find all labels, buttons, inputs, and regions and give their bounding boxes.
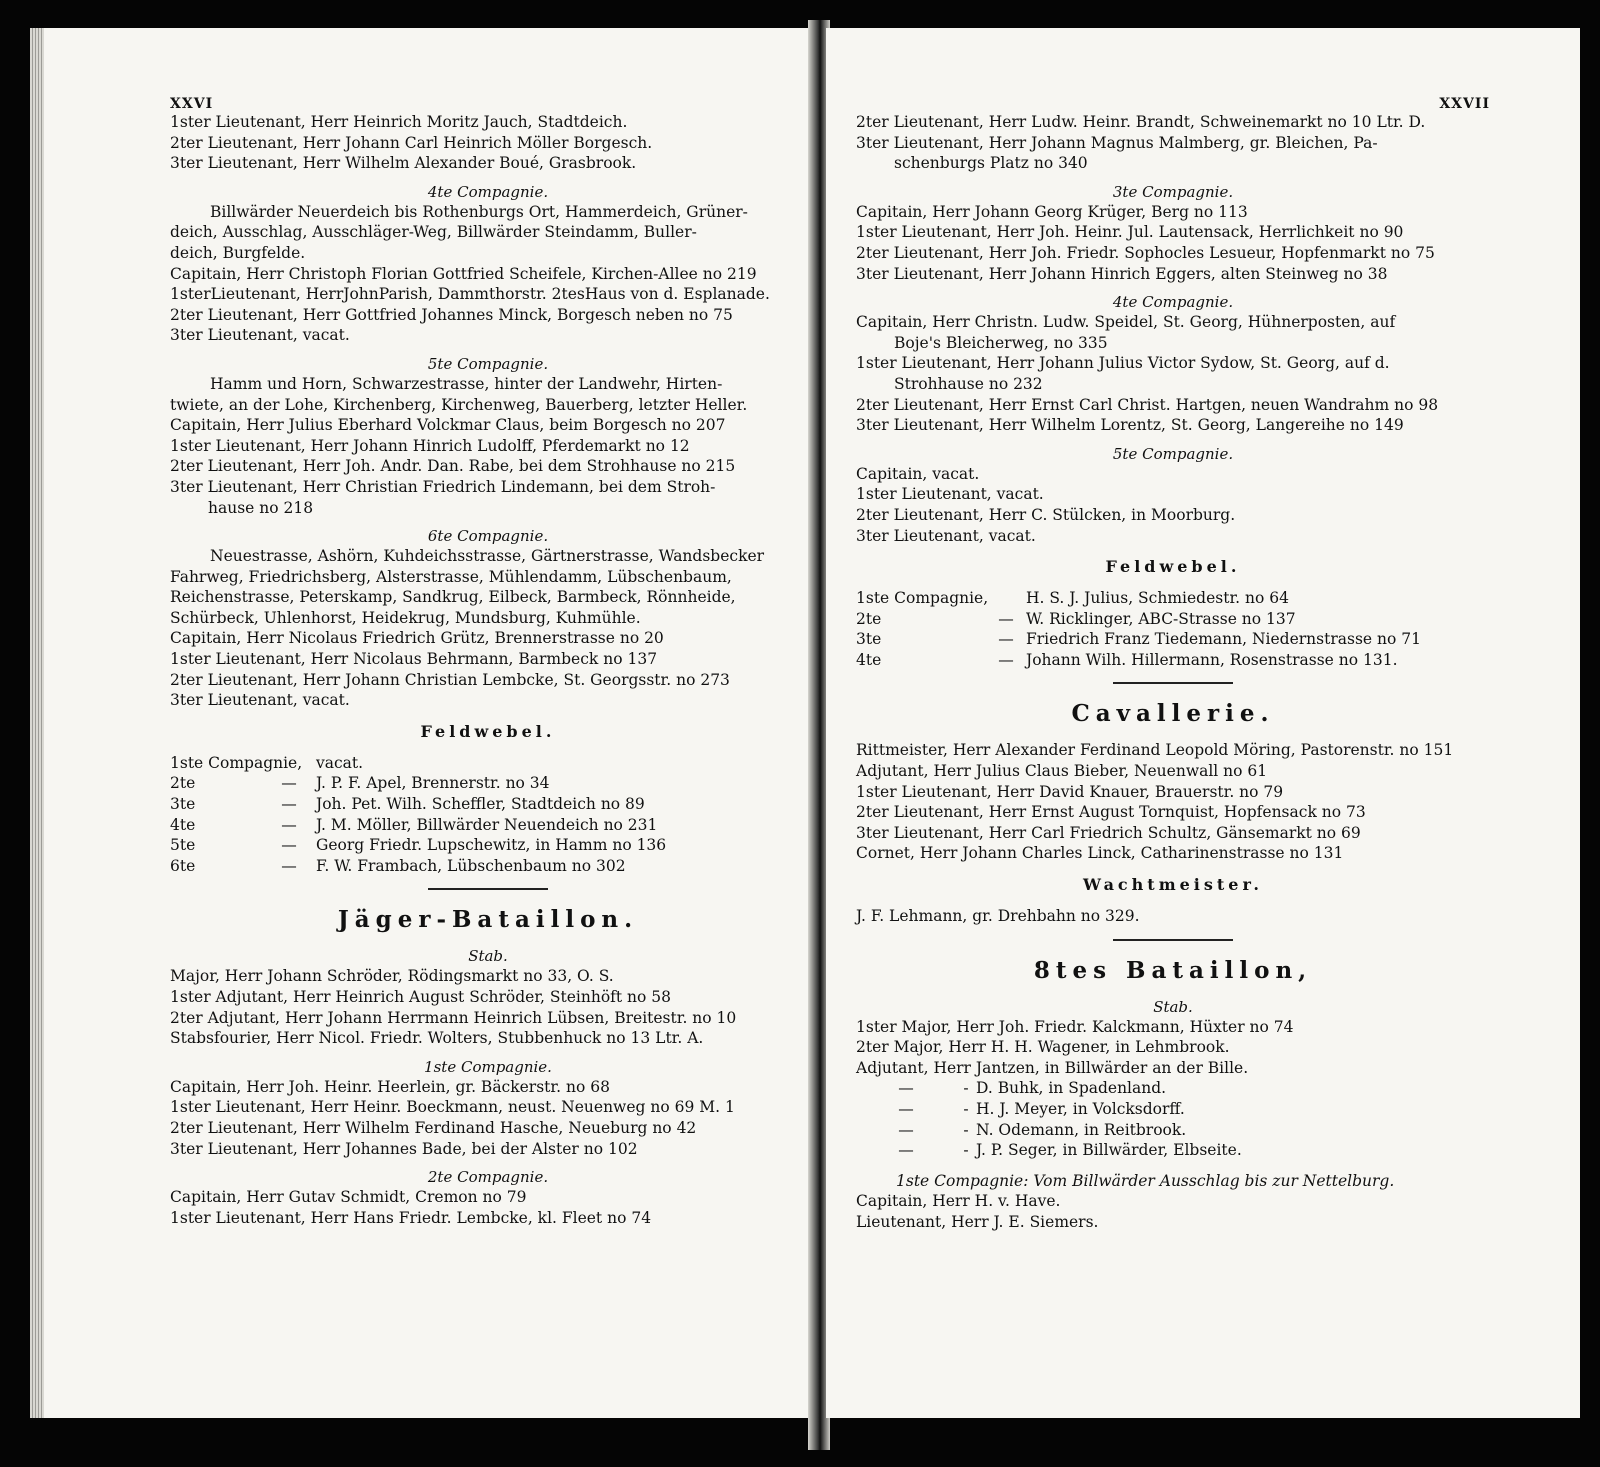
entry-line-cont: schenburgs Platz no 340 bbox=[894, 154, 1088, 173]
entry-line: 1ster Lieutenant, vacat. bbox=[856, 485, 1044, 504]
section-heading: Wachtmeister. bbox=[1082, 875, 1263, 895]
entry-line-cont: hause no 218 bbox=[208, 498, 314, 517]
entry-line: 3ter Lieutenant, Herr Christian Friedrich Lindemann, bei dem Stroh- bbox=[170, 477, 716, 496]
feldwebel-row: 2te — W. Ricklinger, ABC-Strasse no 137 bbox=[856, 609, 1296, 628]
entry-line: Capitain, Herr Christoph Florian Gottfried Scheifele, Kirchen-Allee no 219 bbox=[170, 264, 757, 283]
entry-line: 1ster Lieutenant, Herr Heinr. Boeckmann, neust. Neuenweg no 69 M. 1 bbox=[170, 1098, 735, 1117]
folio-left: XXVI bbox=[170, 96, 214, 112]
entry-line: Lieutenant, Herr J. E. Siemers. bbox=[856, 1212, 1099, 1231]
company-heading: 6te Compagnie. bbox=[427, 527, 549, 546]
feldwebel-row: 4te — J. M. Möller, Billwärder Neuendeich no 231 bbox=[170, 815, 658, 834]
entry-line: 3ter Lieutenant, Herr Wilhelm Lorentz, St. Georg, Langereihe no 149 bbox=[856, 416, 1404, 435]
adjutant-row: — - N. Odemann, in Reitbrook. bbox=[898, 1120, 1187, 1139]
feldwebel-row: 3te — Friedrich Franz Tiedemann, Niedernstrasse no 71 bbox=[856, 630, 1421, 649]
entry-line: 2ter Lieutenant, Herr Joh. Friedr. Sophocles Lesueur, Hopfenmarkt no 75 bbox=[856, 243, 1435, 262]
entry-line-cont: Strohhause no 232 bbox=[894, 374, 1043, 393]
area-line: Fahrweg, Friedrichsberg, Alsterstrasse, Mühlendamm, Lübschenbaum, bbox=[170, 567, 732, 586]
entry-line: 1ster Lieutenant, Herr David Knauer, Brauerstr. no 79 bbox=[856, 782, 1284, 801]
company-heading: 5te Compagnie. bbox=[1112, 444, 1234, 463]
entry-line: 1ster Lieutenant, Herr Heinrich Moritz Jauch, Stadtdeich. bbox=[170, 113, 628, 131]
right-page bbox=[826, 28, 1580, 1418]
entry-line: 2ter Major, Herr H. H. Wagener, in Lehmbrook. bbox=[856, 1038, 1230, 1057]
entry-line: Capitain, Herr Gutav Schmidt, Cremon no 79 bbox=[170, 1188, 527, 1207]
entry-line: Capitain, Herr H. v. Have. bbox=[856, 1192, 1061, 1211]
entry-line: 3ter Lieutenant, Herr Johannes Bade, bei der Alster no 102 bbox=[170, 1139, 638, 1158]
adjutant-row: — - D. Buhk, in Spadenland. bbox=[898, 1079, 1167, 1098]
area-line: Hamm und Horn, Schwarzestrasse, hinter der Landwehr, Hirten- bbox=[210, 374, 723, 393]
area-line: deich, Burgfelde. bbox=[170, 243, 306, 262]
entry-line: Adjutant, Herr Jantzen, in Billwärder an der Bille. bbox=[856, 1058, 1249, 1077]
feldwebel-row: 5te — Georg Friedr. Lupschewitz, in Hamm no 136 bbox=[170, 836, 667, 855]
entry-line: Adjutant, Herr Julius Claus Bieber, Neuenwall no 61 bbox=[856, 762, 1268, 781]
entry-line: 1ster Lieutenant, Herr Joh. Heinr. Jul. Lautensack, Herrlichkeit no 90 bbox=[856, 223, 1404, 242]
stab-heading: Stab. bbox=[1153, 997, 1193, 1016]
section-heading: Feldwebel. bbox=[1105, 557, 1241, 577]
entry-line: 2ter Lieutenant, Herr Gottfried Johannes Minck, Borgesch neben no 75 bbox=[170, 305, 733, 324]
entry-line: 2ter Lieutenant, Herr Ernst Carl Christ. Hartgen, neuen Wandrahm no 98 bbox=[856, 395, 1439, 414]
feldwebel-row: 4te — Johann Wilh. Hillermann, Rosenstrasse no 131. bbox=[856, 650, 1398, 669]
entry-line: 1ster Adjutant, Herr Heinrich August Schröder, Steinhöft no 58 bbox=[170, 988, 672, 1006]
entry-line: Stabsfourier, Herr Nicol. Friedr. Wolters, Stubbenhuck no 13 Ltr. A. bbox=[170, 1029, 704, 1048]
entry-line: 2ter Lieutenant, Herr Ludw. Heinr. Brandt, Schweinemarkt no 10 Ltr. D. bbox=[856, 113, 1426, 131]
company-heading: 5te Compagnie. bbox=[427, 354, 549, 373]
entry-line: Capitain, Herr Johann Georg Krüger, Berg no 113 bbox=[856, 202, 1248, 221]
entry-line: 3ter Lieutenant, Herr Johann Hinrich Eggers, alten Steinweg no 38 bbox=[856, 264, 1388, 283]
entry-line: Capitain, Herr Nicolaus Friedrich Grütz, Brennerstrasse no 20 bbox=[170, 629, 664, 648]
entry-line: 1ster Lieutenant, Herr Nicolaus Behrmann, Barmbeck no 137 bbox=[170, 650, 658, 669]
stab-heading: Stab. bbox=[468, 947, 508, 966]
entry-line: 2ter Lieutenant, Herr Ernst August Tornquist, Hopfensack no 73 bbox=[856, 803, 1366, 822]
entry-line: 1ster Lieutenant, Herr Johann Hinrich Ludolff, Pferdemarkt no 12 bbox=[170, 436, 690, 455]
entry-line: Capitain, vacat. bbox=[856, 464, 980, 483]
entry-line: 3ter Lieutenant, Herr Johann Magnus Malmberg, gr. Bleichen, Pa- bbox=[856, 133, 1378, 152]
company-heading: 4te Compagnie. bbox=[427, 182, 549, 201]
entry-line: 3ter Lieutenant, vacat. bbox=[170, 691, 350, 710]
adjutant-row: — - H. J. Meyer, in Volcksdorff. bbox=[898, 1100, 1185, 1118]
company-heading: 1ste Compagnie. bbox=[424, 1057, 552, 1076]
area-line: Schürbeck, Uhlenhorst, Heidekrug, Mundsburg, Kuhmühle. bbox=[170, 608, 641, 627]
entry-line: 2ter Lieutenant, Herr C. Stülcken, in Moorburg. bbox=[856, 505, 1236, 524]
entry-line: Cornet, Herr Johann Charles Linck, Catharinenstrasse no 131 bbox=[856, 844, 1344, 863]
entry-line: 1ster Major, Herr Joh. Friedr. Kalckmann, Hüxter no 74 bbox=[856, 1017, 1294, 1036]
entry-line: Capitain, Herr Christn. Ludw. Speidel, St. Georg, Hühnerposten, auf bbox=[856, 313, 1396, 332]
entry-line: Capitain, Herr Julius Eberhard Volckmar Claus, beim Borgesch no 207 bbox=[170, 416, 726, 435]
adjutant-row: — - J. P. Seger, in Billwärder, Elbseite. bbox=[898, 1141, 1242, 1160]
entry-line-cont: Boje's Bleicherweg, no 335 bbox=[894, 333, 1108, 352]
entry-line: 1sterLieutenant, HerrJohnParish, Dammthorstr. 2tesHaus von d. Esplanade. bbox=[170, 285, 770, 304]
entry-line: 3ter Lieutenant, Herr Wilhelm Alexander Boué, Grasbrook. bbox=[170, 154, 637, 173]
entry-line: 3ter Lieutenant, vacat. bbox=[856, 526, 1036, 545]
feldwebel-row: 1ste Compagnie, vacat. bbox=[170, 753, 364, 772]
entry-line: Major, Herr Johann Schröder, Rödingsmarkt no 33, O. S. bbox=[170, 967, 614, 986]
section-divider bbox=[1113, 939, 1233, 941]
area-line: twiete, an der Lohe, Kirchenberg, Kirchenweg, Bauerberg, letzter Heller. bbox=[170, 395, 748, 414]
company-area-line: 1ste Compagnie: Vom Billwärder Ausschlag bis zur Nettelburg. bbox=[896, 1171, 1395, 1190]
folio-right: XXVII bbox=[1439, 96, 1490, 112]
entry-line: Rittmeister, Herr Alexander Ferdinand Leopold Möring, Pastorenstr. no 151 bbox=[856, 741, 1454, 760]
feldwebel-row: 3te — Joh. Pet. Wilh. Scheffler, Stadtdeich no 89 bbox=[170, 795, 645, 814]
feldwebel-row: 6te — F. W. Frambach, Lübschenbaum no 302 bbox=[170, 856, 626, 875]
entry-line: 2ter Adjutant, Herr Johann Herrmann Heinrich Lübsen, Breitestr. no 10 bbox=[170, 1008, 737, 1027]
entry-line: 2ter Lieutenant, Herr Johann Christian Lembcke, St. Georgsstr. no 273 bbox=[170, 670, 730, 689]
left-page bbox=[44, 28, 820, 1418]
entry-line: 3ter Lieutenant, Herr Carl Friedrich Schultz, Gänsemarkt no 69 bbox=[856, 823, 1361, 842]
entry-line: 3ter Lieutenant, vacat. bbox=[170, 326, 350, 345]
section-divider bbox=[428, 888, 548, 890]
company-heading: 2te Compagnie. bbox=[427, 1168, 549, 1187]
entry-line: 1ster Lieutenant, Herr Hans Friedr. Lembcke, kl. Fleet no 74 bbox=[170, 1208, 652, 1227]
area-line: Neuestrasse, Ashörn, Kuhdeichsstrasse, Gärtnerstrasse, Wandsbecker bbox=[210, 547, 765, 566]
section-heading: Feldwebel. bbox=[420, 721, 556, 741]
entry-line: 1ster Lieutenant, Herr Johann Julius Victor Sydow, St. Georg, auf d. bbox=[856, 354, 1390, 373]
company-heading: 3te Compagnie. bbox=[1112, 182, 1234, 201]
feldwebel-row: 1ste Compagnie, H. S. J. Julius, Schmiedestr. no 64 bbox=[856, 589, 1289, 608]
battalion-title: 8tes Bataillon, bbox=[1033, 956, 1313, 984]
company-heading: 4te Compagnie. bbox=[1112, 293, 1234, 312]
area-line: deich, Ausschlag, Ausschläger-Weg, Billwärder Steindamm, Buller- bbox=[170, 223, 697, 242]
entry-line: Capitain, Herr Joh. Heinr. Heerlein, gr. Bäckerstr. no 68 bbox=[170, 1077, 610, 1096]
area-line: Billwärder Neuerdeich bis Rothenburgs Ort, Hammerdeich, Grüner- bbox=[210, 202, 748, 221]
entry-line: 2ter Lieutenant, Herr Wilhelm Ferdinand Hasche, Neueburg no 42 bbox=[170, 1118, 697, 1137]
section-divider bbox=[1113, 682, 1233, 684]
entry-line: 2ter Lieutenant, Herr Johann Carl Heinrich Möller Borgesch. bbox=[170, 133, 653, 152]
feldwebel-row: 2te — J. P. F. Apel, Brennerstr. no 34 bbox=[170, 774, 550, 793]
entry-line: 2ter Lieutenant, Herr Joh. Andr. Dan. Rabe, bei dem Strohhause no 215 bbox=[170, 457, 736, 476]
cavallerie-title: Cavallerie. bbox=[1071, 700, 1275, 728]
area-line: Reichenstrasse, Peterskamp, Sandkrug, Eilbeck, Barmbeck, Rönnheide, bbox=[170, 588, 736, 607]
entry-line: J. F. Lehmann, gr. Drehbahn no 329. bbox=[856, 907, 1140, 926]
battalion-title: Jäger-Bataillon. bbox=[337, 906, 639, 934]
